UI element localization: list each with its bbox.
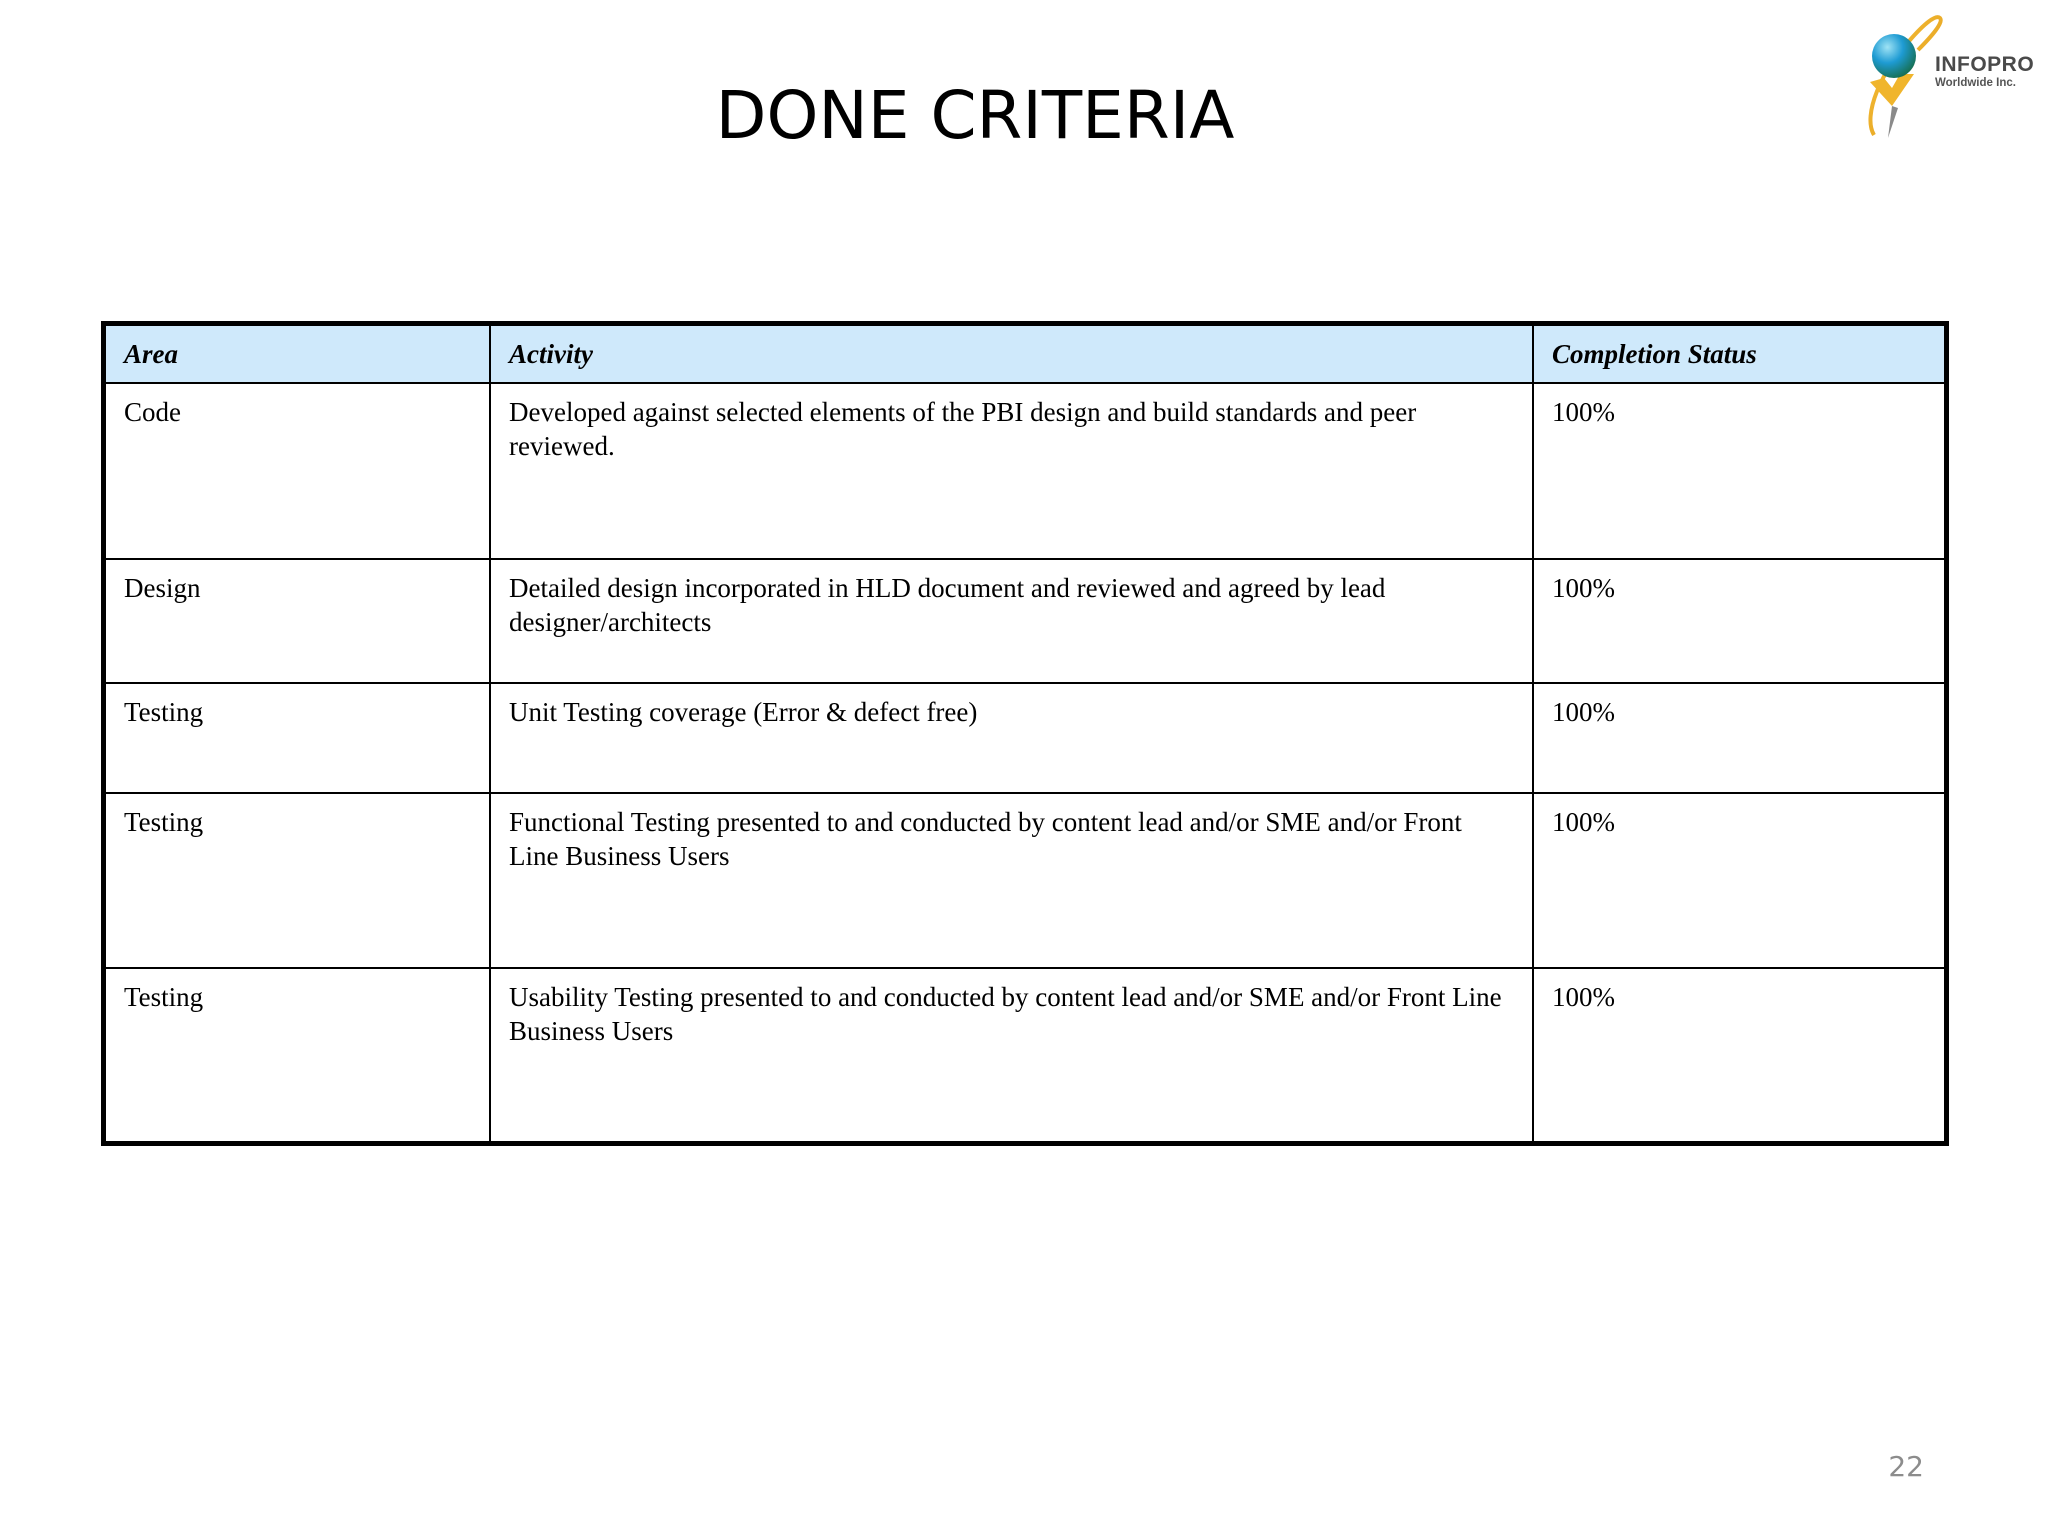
table-row <box>106 559 1944 683</box>
cell-activity: Unit Testing coverage (Error & defect free) <box>490 683 1533 793</box>
done-criteria-table <box>101 321 1949 1146</box>
cell-activity: Developed against selected elements of the PBI design and build standards and peer reviewed. <box>490 383 1533 559</box>
cell-status: 100% <box>1533 968 1944 1141</box>
cell-area: Testing <box>106 968 490 1141</box>
table-row <box>106 968 1944 1141</box>
table-header-row <box>106 326 1944 383</box>
cell-status: 100% <box>1533 383 1944 559</box>
cell-activity: Usability Testing presented to and conducted by content lead and/or SME and/or Front Line Business Users <box>490 968 1533 1141</box>
page-number: 22 <box>1888 1450 1924 1483</box>
cell-status: 100% <box>1533 793 1944 968</box>
logo-text <box>1935 54 2034 90</box>
cell-area: Testing <box>106 683 490 793</box>
header-area: Area <box>106 326 490 383</box>
header-activity: Activity <box>490 326 1533 383</box>
logo-subtitle: Worldwide Inc. <box>1935 77 2016 89</box>
table-row <box>106 383 1944 559</box>
header-completion-status: Completion Status <box>1533 326 1944 383</box>
cell-status: 100% <box>1533 683 1944 793</box>
logo-name: INFOPRO <box>1935 53 2035 76</box>
infopro-logo <box>1852 10 2042 145</box>
cell-status: 100% <box>1533 559 1944 683</box>
slide-title: DONE CRITERIA <box>715 77 1235 154</box>
cell-area: Code <box>106 383 490 559</box>
cell-area: Testing <box>106 793 490 968</box>
cell-area: Design <box>106 559 490 683</box>
table-row <box>106 683 1944 793</box>
cell-activity: Detailed design incorporated in HLD document and reviewed and agreed by lead designer/architects <box>490 559 1533 683</box>
cell-activity: Functional Testing presented to and conducted by content lead and/or SME and/or Front Line Business Users <box>490 793 1533 968</box>
table-row <box>106 793 1944 968</box>
